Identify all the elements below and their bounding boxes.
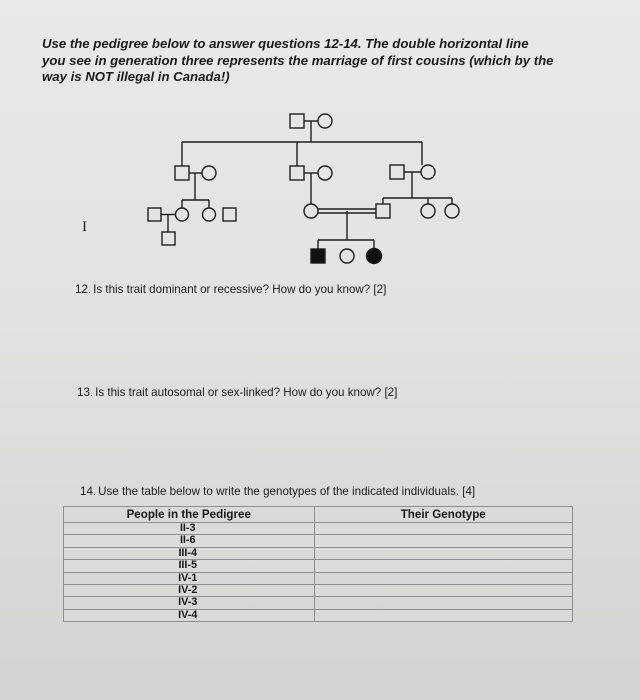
pedigree-male-I-1 [290,114,304,128]
table-row [64,547,573,559]
genotype-cell[interactable] [314,523,573,535]
genotype-cell[interactable] [314,535,573,547]
genotype-cell[interactable] [314,560,573,572]
person-cell: IV-1 [64,572,315,584]
table-row [64,523,573,535]
question-text: Is this trait autosomal or sex-linked? How do you know? [2] [95,386,398,399]
generation-label: I [82,219,87,235]
pedigree-female-II-2 [202,166,216,180]
pedigree-female-III-7 [421,204,435,218]
question-14 [80,485,475,498]
question-number: 14. [80,485,97,498]
pedigree-female-III-2 [176,208,189,221]
generation-2 [175,165,435,200]
table-row [64,609,573,621]
person-cell: II-3 [64,523,315,535]
generation-4 [311,240,382,264]
pedigree-male-II-5 [390,165,404,179]
person-cell: III-4 [64,547,315,559]
column-header-genotype: Their Genotype [314,507,573,523]
genotype-table [63,506,573,622]
genotype-cell[interactable] [314,572,573,584]
pedigree-female-I-2 [318,114,332,128]
question-text: Use the table below to write the genotypes of the indicated individuals. [4] [98,485,476,498]
pedigree-male-III-6 [376,204,390,218]
instructions-line-2: you see in generation three represents the marriage of first cousins (which by the [42,52,554,68]
person-cell: IV-2 [64,585,315,597]
table-row [64,535,573,547]
pedigree-affected-female-IV-3 [367,249,382,264]
pedigree-female-III-8 [445,204,459,218]
person-cell: IV-3 [64,597,315,609]
pedigree-female-III-5 [304,204,318,218]
pedigree-female-III-3 [203,208,216,221]
generation-3 [148,196,459,245]
genotype-cell[interactable] [314,609,573,621]
pedigree-male-III-1 [148,208,161,221]
pedigree-male-II-1 [175,166,189,180]
question-12 [75,283,386,296]
table-row [64,585,573,597]
pedigree-male-II-3 [290,166,304,180]
genotype-cell[interactable] [314,547,573,559]
question-text: Is this trait dominant or recessive? How do you know? [2] [93,283,387,296]
table-header-row [64,507,573,523]
person-cell: II-6 [64,535,315,547]
column-header-people: People in the Pedigree [64,507,315,523]
genotype-cell[interactable] [314,585,573,597]
pedigree-female-II-4 [318,166,332,180]
genotype-cell[interactable] [314,597,573,609]
person-cell: III-5 [64,560,315,572]
pedigree-affected-male-IV-1 [311,249,325,263]
table-row [64,572,573,584]
person-cell: IV-4 [64,609,315,621]
instructions-line-1: Use the pedigree below to answer questions 12-14. The double horizontal line [42,36,529,51]
table-row [64,597,573,609]
pedigree-female-II-6 [421,165,435,179]
generation-1 [182,114,422,166]
pedigree-male-III-4 [223,208,236,221]
pedigree-male-IV-child [162,232,175,245]
question-number: 13. [77,386,94,399]
question-13 [77,386,397,399]
instructions-line-3: way is NOT illegal in Canada!) [42,69,230,84]
table-row [64,560,573,572]
pedigree-female-IV-2 [340,249,354,263]
question-number: 12. [75,283,92,296]
